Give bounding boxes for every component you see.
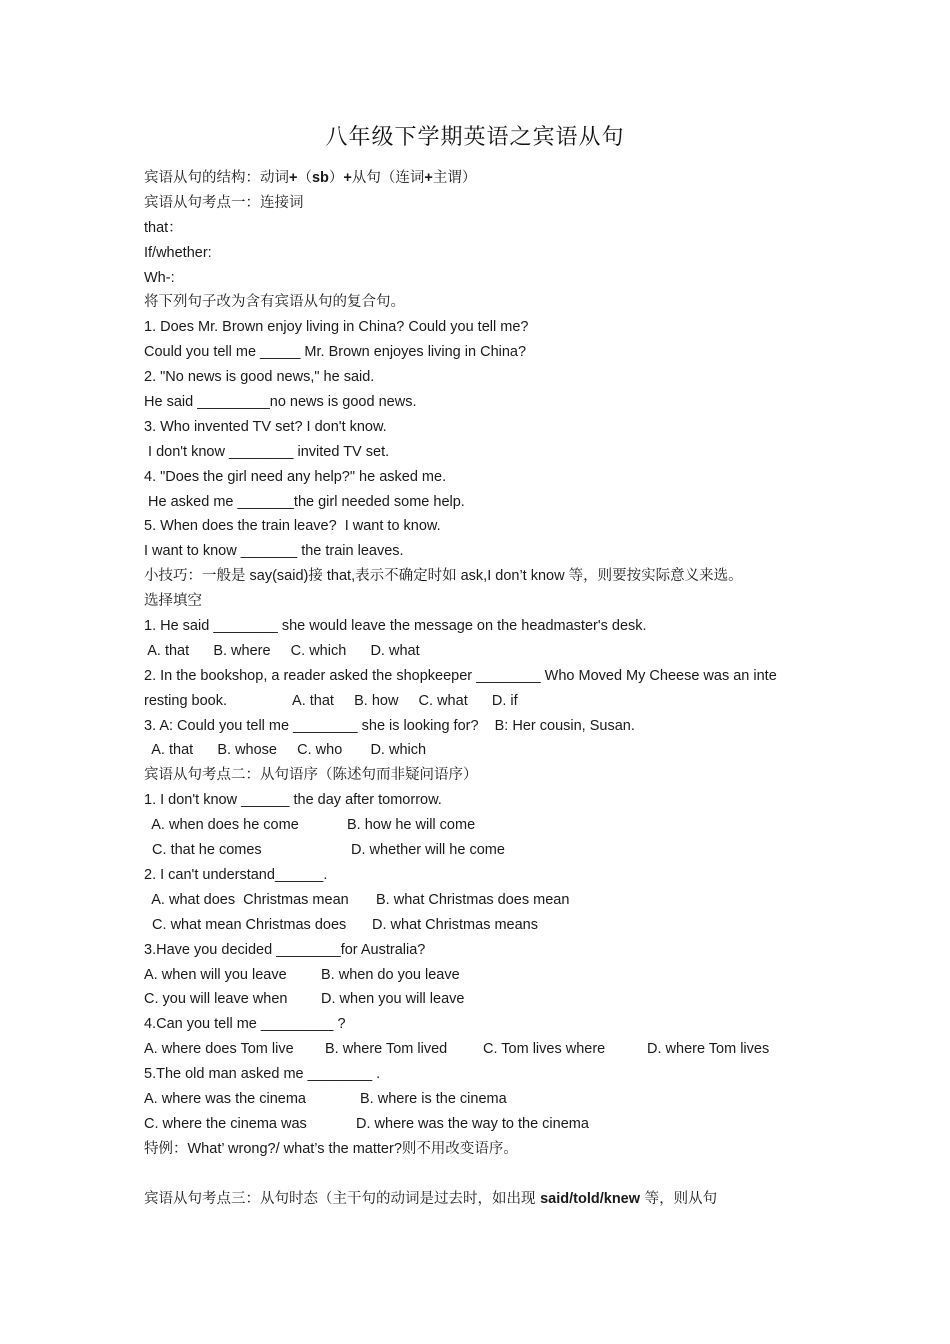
conj-if: If/whether: — [144, 244, 212, 261]
rewrite-question: 2. "No news is good news," he said. — [144, 369, 375, 386]
point1-heading: 宾语从句考点一：连接词 — [144, 194, 304, 211]
tip-line: 小技巧：一般是 say(said)接 that,表示不确定时如 ask,I don’t know 等，则要按实际意义来选。 — [144, 568, 743, 585]
rewrite-answer: I want to know _______ the train leaves. — [144, 543, 404, 560]
order-options: A. when does he come B. how he will come — [144, 817, 476, 834]
order-options: A. where does Tom live B. where Tom lived C. Tom lives where D. where Tom lives — [144, 1041, 770, 1058]
document-body — [144, 166, 824, 1211]
choice-question-continued: resting book. A. that B. how C. what D. if — [144, 692, 518, 709]
rewrite-question: 3. Who invented TV set? I don't know. — [144, 418, 387, 435]
structure-line: 宾语从句的结构：动词+（sb）+从句（连词+主谓） — [144, 170, 477, 186]
rewrite-answer: Could you tell me _____ Mr. Brown enjoyes living in China? — [144, 344, 527, 361]
document-title: 八年级下学期英语之宾语从句 — [325, 125, 625, 150]
conj-that: that： — [144, 219, 183, 236]
order-question: 1. I don't know ______ the day after tomorrow. — [144, 792, 442, 809]
order-options: A. what does Christmas mean B. what Christmas does mean — [144, 891, 570, 908]
order-options: C. that he comes D. whether will he come — [144, 842, 505, 859]
rewrite-instruction: 将下列句子改为含有宾语从句的复合句。 — [144, 294, 405, 311]
blank-line — [144, 1162, 824, 1187]
choice-options: A. that B. where C. which D. what — [144, 642, 420, 659]
rewrite-question: 1. Does Mr. Brown enjoy living in China? Could you tell me? — [144, 319, 529, 336]
order-question: 5.The old man asked me ________ . — [144, 1066, 381, 1083]
rewrite-answer: He asked me _______the girl needed some help. — [144, 493, 465, 510]
order-options: A. when will you leave B. when do you leave — [144, 966, 460, 983]
choice-question: 2. In the bookshop, a reader asked the shopkeeper ________ Who Moved My Cheese was an inte — [144, 667, 777, 684]
special-case: 特例：What’ wrong?/ what’s the matter?则不用改变语序。 — [144, 1140, 518, 1157]
order-question: 4.Can you tell me _________ ? — [144, 1016, 346, 1033]
rewrite-question: 5. When does the train leave? I want to know. — [144, 518, 441, 535]
choice-question: 3. A: Could you tell me ________ she is looking for? B: Her cousin, Susan. — [144, 717, 635, 734]
order-options: C. you will leave when D. when you will leave — [144, 991, 465, 1008]
rewrite-answer: I don't know ________ invited TV set. — [144, 443, 390, 460]
point3-heading: 宾语从句考点三：从句时态（主干句的动词是过去时，如出现 said/told/knew 等，则从句 — [144, 1190, 718, 1207]
order-options: A. where was the cinema B. where is the cinema — [144, 1090, 507, 1107]
choice-question: 1. He said ________ she would leave the message on the headmaster's desk. — [144, 618, 647, 635]
order-options: C. what mean Christmas does D. what Christmas means — [144, 916, 538, 933]
conj-wh: Wh-: — [144, 269, 175, 286]
choice-options: A. that B. whose C. who D. which — [144, 742, 427, 759]
order-question: 2. I can't understand______. — [144, 866, 328, 883]
rewrite-question: 4. "Does the girl need any help?" he asked me. — [144, 468, 447, 485]
order-options: C. where the cinema was D. where was the way to the cinema — [144, 1115, 589, 1132]
choice-heading: 选择填空 — [144, 593, 202, 610]
rewrite-answer: He said _________no news is good news. — [144, 394, 417, 411]
point2-heading: 宾语从句考点二：从句语序（陈述句而非疑问语序） — [144, 767, 478, 784]
order-question: 3.Have you decided ________for Australia? — [144, 941, 426, 958]
